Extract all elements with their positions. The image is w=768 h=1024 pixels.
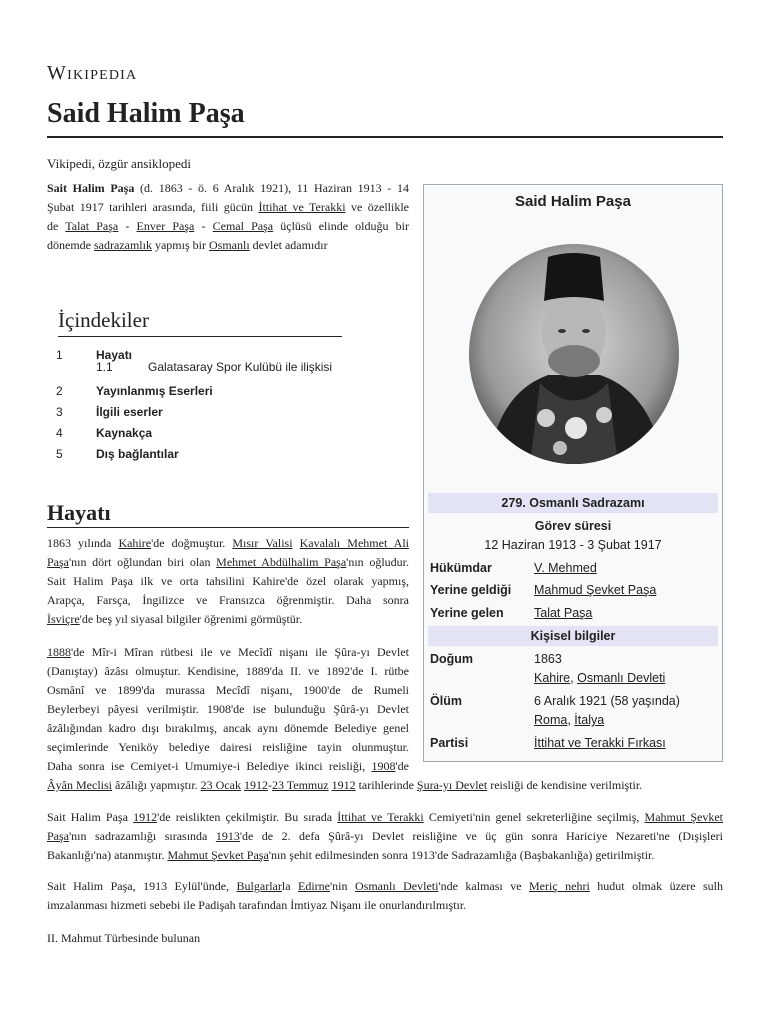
inline-text: Beylerbeyi pâyesi verilmiştir. 1908'de ise bulunduğu Şûrâ-yı Devlet [47,702,409,716]
inline-link[interactable]: Kavalalı Mehmet Ali [299,536,410,550]
inline-text: 'nın oğludur. [346,555,410,569]
toc-label[interactable]: Kaynakça [96,425,153,440]
inline-text: reisliği de kendisine verilmiştir. [487,778,643,792]
inline-text: Osmânî ve 1899'da murassa Mecîdî nişanı, 1900'de de Rumeli [47,683,409,697]
section-divider [47,527,409,528]
text-line [47,776,723,795]
inline-text: 'de [395,759,409,773]
toc-number: 5 [56,446,63,461]
text-line [47,610,409,629]
inline-text: 'nın sadrazamlığı sırasında [69,829,216,843]
inline-text: 'de doğmuştur. [151,536,233,550]
toc-subitem-galatasaray[interactable] [56,359,332,375]
toc-label[interactable]: Yayınlanmış Eserleri [96,383,213,398]
inline-text: hudut olmak üzere sulh [589,879,724,893]
inline-text: (Danıştay) âzâsı olmuştur. Kendisine, 1889'da II. ve 1892'de I. rütbe [47,664,409,678]
inline-link[interactable]: 1913 [215,829,240,843]
toc-number: 1 [56,347,63,362]
infobox-value-partisi[interactable]: İttihat ve Terakki Fırkası [534,736,666,750]
page-title: Said Halim Paşa [47,98,245,129]
infobox-value-olum-date: 6 Aralık 1921 (58 yaşında) [534,694,680,708]
inline-text: 'nin [330,879,355,893]
toc-label[interactable]: Galatasaray Spor Kulübü ile ilişkisi [148,360,333,374]
inline-link[interactable]: Mehmet Abdülhalim Paşa [216,555,347,569]
inline-text: 'nın şehit edilmesinden sonra 1913'de Sadrazamlığa (Başbakanlığa) getirilmiştir. [268,848,655,862]
infobox-label-dogum: Doğum [430,652,474,666]
inline-link[interactable]: Meriç nehri [529,879,590,893]
inline-link[interactable]: Bulgarlar [236,879,282,893]
inline-text: la [281,879,298,893]
inline-text: II. Mahmut Türbesinde bulunan [47,931,201,945]
separator: , [570,671,578,685]
infobox-value-olum-place [534,713,604,727]
link-sadrazamlik[interactable]: sadrazamlık [94,238,152,252]
toc-title: İçindekiler [58,308,149,332]
link-osmanli-devleti[interactable]: Osmanlı Devleti [577,671,666,685]
intro-text: yapmış bir [151,238,209,252]
toc-label[interactable]: Hayatı [96,347,133,362]
infobox-value-dogum-year: 1863 [534,652,562,666]
inline-text: Bakanlığı'na) atanmıştır. [47,848,168,862]
inline-link[interactable]: 1912 [331,778,356,792]
paragraph-5 [47,929,723,948]
tagline: Vikipedi, özgür ansiklopedi [47,156,191,171]
intro-text: Şubat 1917 tarihleri arasında, fiili gücün [47,200,259,214]
intro-text: devlet adamıdır [249,238,328,252]
text-line [47,591,409,610]
infobox-value-yerine-gelen[interactable]: Talat Paşa [534,606,593,620]
link-enver[interactable]: Enver Paşa [136,219,195,233]
inline-link[interactable]: İsviçre [47,612,80,626]
toc-number: 3 [56,404,63,419]
link-talat[interactable]: Talat Paşa [65,219,119,233]
inline-text: 'de de 2. defa Şûrâ-yı Devlet reisliğine ve üç gün sonra Hariciye Nezareti'ne (Dışişleri [239,829,723,843]
link-kahire[interactable]: Kahire [534,671,571,685]
inline-text: imzalanması hizmeti sebebi ile Padişah tarafından İmtiyaz Nişanı ile onurlandırılmıştır. [47,898,467,912]
inline-text: Cemiyeti'nin genel sekreterliğine seçilmiş, [423,810,645,824]
link-osmanli[interactable]: Osmanlı [208,238,250,252]
intro-text: - [118,219,137,233]
toc-item-kaynakca[interactable] [56,422,332,443]
text-line [47,681,409,700]
toc-number: 2 [56,383,63,398]
inline-text: - [267,778,272,792]
intro-text: de [47,219,66,233]
intro-text: (d. 1863 - ö. 6 Aralık 1921), 11 Haziran 1913 - 14 [134,181,409,195]
inline-text: 'nın dört oğlundan biri olan [69,555,217,569]
text-line [47,572,409,591]
inline-link[interactable]: Kahire [118,536,152,550]
infobox-label-yerine-gelen: Yerine gelen [430,606,504,620]
inline-text: 'de Mîr-i Mîran rütbesi ile ve Mecîdî nişanı ile Şûra-yı Devlet [71,645,409,659]
text-line [47,643,409,662]
inline-text: Arapça, Farsça, İngilizce ve Fransızca öğrenmiştir. Daha sonra [47,593,409,607]
infobox [423,184,723,762]
inline-link[interactable]: Mısır Valisi [232,536,293,550]
text-line [47,700,409,719]
intro-text: dönemde [47,238,94,252]
inline-link[interactable]: Osmanlı Devleti [354,879,439,893]
toc-item-yayinlanmis[interactable] [56,380,332,401]
inline-link[interactable]: Şura-yı Devlet [416,778,488,792]
intro-text: - [194,219,213,233]
inline-link[interactable]: Mahmut Şevket [644,810,723,824]
inline-link[interactable]: 23 Temmuz [271,778,329,792]
inline-link[interactable]: Paşa [47,555,69,569]
text-line [47,827,723,846]
text-line [47,738,409,757]
inline-link[interactable]: Paşa [47,829,69,843]
infobox-term-value: 12 Haziran 1913 - 3 Şubat 1917 [484,538,662,552]
inline-text: âzâlığı yapmıştır. [112,778,201,792]
infobox-label-hukumdar: Hükümdar [430,561,492,575]
toc-item-dis-baglantilar[interactable] [56,443,332,464]
separator: , [567,713,575,727]
inline-link[interactable]: 1908 [371,759,396,773]
inline-text: Sait Halim Paşa, 1913 Eylül'ünde, [47,879,237,893]
inline-text [293,536,300,550]
inline-link[interactable]: 1912 [243,778,268,792]
paragraph-3 [47,808,723,865]
inline-text: 1863 yılında [47,536,119,550]
wikipedia-wordmark[interactable]: Wikipedia [47,62,138,84]
intro-text: ve özellikle [345,200,410,214]
portrait-image[interactable] [468,243,680,465]
toc-divider [58,336,342,337]
infobox-value-yerine-geldigi[interactable]: Mahmud Şevket Paşa [534,583,657,597]
text-line [47,896,723,915]
infobox-label-yerine-geldigi: Yerine geldiği [430,583,512,597]
inline-link[interactable]: 1888 [47,645,71,659]
inline-text: tarihlerinde [355,778,417,792]
inline-text: Daha sonra ise Cemiyet-i Umumiye-i Belediye ikinci reisliği, [47,759,372,773]
inline-link[interactable]: 1912 [133,810,158,824]
lead-name: Sait Halim Paşa [47,181,135,195]
toc-number: 4 [56,425,63,440]
inline-link[interactable]: Edirne [298,879,330,893]
inline-link[interactable]: İttihat ve Terakki [337,810,424,824]
text-line [47,662,409,681]
infobox-value-dogum-place [534,671,665,685]
inline-link[interactable]: Mahmut Şevket Paşa [167,848,269,862]
toc-label[interactable]: Dış bağlantılar [96,446,179,461]
inline-text: âzâlığından kadro dışı bırakılmış, ancak aynı dönemde Belediye genel [47,721,409,735]
text-line [47,553,409,572]
section-heading-hayati: Hayatı [47,500,111,525]
inline-link[interactable]: 23 Ocak [200,778,241,792]
infobox-term-label: Görev süresi [534,519,612,533]
infobox-personal-band: Kişisel bilgiler [428,626,718,646]
text-line [47,929,723,948]
intro-text: üçlüsü elinde olduğu bir [273,219,409,233]
inline-text: Sait Halim Paşa [47,810,134,824]
text-line [47,757,409,776]
inline-text: Sait Halim Paşa ilk ve orta tahsilini Kahire'de özel olarak yapmış, [47,574,409,588]
infobox-label-olum: Ölüm [430,694,462,708]
infobox-office-band: 279. Osmanlı Sadrazamı [428,493,718,513]
link-cemal[interactable]: Cemal Paşa [212,219,274,233]
inline-text: 'de beş yıl siyasal bilgiler öğrenimi görmüştür. [79,612,303,626]
inline-link[interactable]: Âyân Meclisi [47,778,112,792]
link-roma[interactable]: Roma [534,713,568,727]
inline-text: seçimlerinde Yeniköy belediye dairesi reisliğine tayin olunmuştur. [47,740,409,754]
toc-label[interactable]: İlgili eserler [96,404,163,419]
inline-text: 'nde kalması ve [438,879,530,893]
infobox-label-partisi: Partisi [430,736,469,750]
paragraph-1 [47,534,409,629]
text-line [47,877,723,896]
title-divider [47,136,723,138]
table-of-contents [56,344,332,464]
intro-paragraph [47,179,409,255]
text-line [47,846,723,865]
link-italya[interactable]: İtalya [574,713,605,727]
toc-number: 1.1 [96,360,113,374]
text-line [47,719,409,738]
toc-item-ilgili[interactable] [56,401,332,422]
link-ittihat[interactable]: İttihat ve Terakki [258,200,346,214]
paragraph-4 [47,877,723,915]
infobox-value-hukumdar[interactable]: V. Mehmed [534,561,597,575]
infobox-caption: Said Halim Paşa [515,193,631,210]
text-line [47,534,409,553]
text-line [47,808,723,827]
inline-text: 'de reislikten çekilmiştir. Bu sırada [157,810,338,824]
